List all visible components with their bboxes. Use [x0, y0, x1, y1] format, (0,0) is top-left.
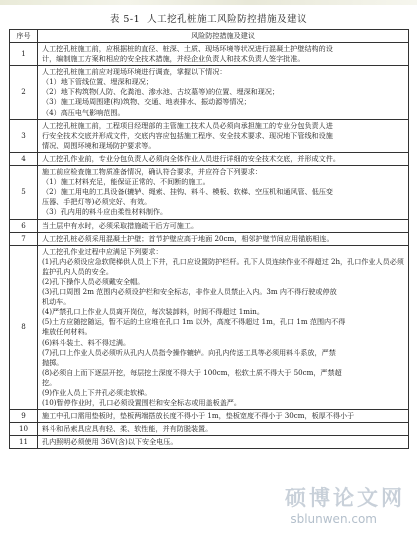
- row-serial: 2: [10, 66, 38, 119]
- row-serial: 10: [10, 423, 38, 436]
- measure-line: 当土层中有水时，必须采取措施疏干后方可施工。: [42, 220, 199, 230]
- row-measure-text: [38, 232, 409, 245]
- row-measure-text: [38, 423, 409, 436]
- measure-line: 施工前应检查施工物质准备情况，确认符合要求，并应符合下列要求：: [42, 167, 262, 177]
- table-row: [10, 43, 409, 66]
- measure-line: (2)孔下操作人员必须戴安全帽。: [42, 276, 145, 286]
- row-measure-text: [38, 166, 409, 219]
- table-row: [10, 166, 409, 219]
- measure-line: 压器、手把灯等)必须完好、有效。: [42, 197, 152, 207]
- measure-line: （4）高压电气影响范围。: [42, 107, 125, 117]
- row-measure-text: [38, 219, 409, 232]
- row-serial: 1: [10, 43, 38, 66]
- table-row: [10, 410, 409, 423]
- measure-line: (9)作业人员上下井孔必须走软梯。: [42, 388, 152, 397]
- table-row: [10, 245, 409, 410]
- measure-line: 情况、周围环境和现场防护要求等。: [42, 140, 156, 150]
- top-strip: [0, 0, 417, 5]
- measure-line: 机动车。: [42, 297, 71, 307]
- row-serial: 7: [10, 232, 38, 245]
- row-serial: 8: [10, 245, 38, 410]
- measure-line: 料斗和吊索具应具有轻、柔、软性能，并有防脱装置。: [42, 424, 213, 434]
- measure-line: （2）地下构筑物(人防、化粪池、渗水池、古坟墓等)的位置、埋深和现况；: [42, 87, 280, 97]
- measure-line: （2）施工用电的工具设备(辘轳、绳索、挂钩、料斗、模板、软梯、空压机和通风管、低压变: [42, 187, 334, 197]
- caption-number: 表 5-1: [109, 14, 141, 25]
- measure-line: 抛掷。: [42, 357, 64, 367]
- row-measure-text: [38, 43, 409, 66]
- table-row: [10, 152, 409, 165]
- measure-line: 行安全技术交底并形成文件，交底内容应包括施工程序、安全技术要求、现况地下管线和设施: [42, 130, 333, 140]
- measure-line: 人工挖孔桩必须采用混凝土护壁；首节护壁应高于地面 20cm，相邻护壁节间应用锚筋相连。: [42, 233, 334, 243]
- row-measure-text: [38, 66, 409, 119]
- row-serial: 9: [10, 410, 38, 423]
- measure-line: (10)暂停作业时，孔口必须设置围栏和安全标志或用盖板盖严。: [42, 398, 241, 408]
- measure-line: (1)孔内必须设应急软爬梯供人员上下井，孔口应设置防护栏杆。孔下人员连续作业不得超过 2h，孔口作业人员必须: [42, 256, 404, 266]
- row-serial: 3: [10, 119, 38, 152]
- measure-line: （1）地下管线位置、埋深和现况；: [42, 77, 153, 87]
- measure-line: (3)孔口周围 2m 范围内必须设护栏和安全标志，非作业人员禁止入内。3m 内不得行驶或停放: [42, 287, 337, 297]
- measure-line: 挖。: [42, 377, 57, 387]
- measure-line: 堆放任何材料。: [42, 327, 92, 337]
- measure-line: 计，编制施工方案和相应的安全技术措施，并经企业负责人和技术负责人签字批准。: [42, 54, 305, 64]
- measure-line: 孔内照明必须使用 36V(含)以下安全电压。: [42, 437, 178, 447]
- measure-line: （3）孔内用的料斗应由柔性材料制作。: [42, 207, 168, 217]
- row-serial: 11: [10, 436, 38, 449]
- table-row: [10, 219, 409, 232]
- measure-line: 人工挖孔桩施工前应对现场环境进行调查，掌握以下情况：: [42, 67, 227, 77]
- row-measure-text: [38, 245, 409, 410]
- table-body: [10, 43, 409, 449]
- row-measure-text: [38, 119, 409, 152]
- measure-line: （3）施工现场周围建(构)筑物、交通、地表排水、振动源等情况；: [42, 97, 251, 107]
- measure-line: (4)严禁孔口上作业人员离开岗位，每次装卸料，时间不得超过 1min。: [42, 307, 264, 317]
- measure-line: （1）施工材料充足，能保证正常的、不间断的施工。: [42, 177, 210, 187]
- measure-line: 监护孔内人员的安全。: [42, 266, 113, 276]
- watermark-logo: 硕博论文网: [285, 486, 405, 510]
- table-header-row: [10, 30, 409, 43]
- watermark-url: sblunwen.com: [290, 512, 377, 526]
- header-serial: 序号: [10, 30, 38, 43]
- table-row: [10, 119, 409, 152]
- measure-line: (7)孔口上作业人员必须听从孔内人员指令操作辘轳。向孔内传送工具等必须用料斗系放，严禁: [42, 347, 336, 357]
- header-measures: 风险防控措施及建议: [38, 30, 409, 43]
- table-row: [10, 232, 409, 245]
- risk-measures-table: [9, 29, 409, 449]
- row-serial: 5: [10, 166, 38, 219]
- table-row: [10, 423, 409, 436]
- measure-line: 施工中孔口需用垫板时，垫板两端搭放长度不得小于 1m，垫板宽度不得小于 30cm，板厚不得小于: [42, 411, 355, 421]
- measure-line: (8)必须自上而下逐层开挖，每层挖土深度不得大于 100cm，松软土质不得大于 50cm，严禁超: [42, 367, 342, 377]
- row-measure-text: [38, 410, 409, 423]
- row-serial: 6: [10, 219, 38, 232]
- table-row: [10, 436, 409, 449]
- caption-title: 人工挖孔桩施工风险防控措施及建议: [147, 14, 308, 25]
- measure-line: (5)土方应随挖随运，暂不运的土应堆在孔口 1m 以外，高度不得超过 1m，孔口 1m 范围内不得: [42, 317, 346, 327]
- table-row: [10, 66, 409, 119]
- measure-line: 人工挖孔桩施工前，工程项目经理部的主管施工技术人员必须向承担施工的专业分包负责人进: [42, 120, 333, 130]
- measure-line: 人工挖孔作业过程中应满足下列要求：: [42, 246, 163, 256]
- measure-line: (6)料斗装土、料不得过满。: [42, 337, 131, 347]
- row-measure-text: [38, 152, 409, 165]
- row-measure-text: [38, 436, 409, 449]
- table-caption: [0, 11, 417, 25]
- measure-line: 人工挖孔桩施工前，应根据桩的直径、桩深、土质、现场环境等状况进行混凝土护壁结构的设: [42, 44, 333, 53]
- row-serial: 4: [10, 152, 38, 165]
- measure-line: 人工挖孔作业前，专业分包负责人必须向全体作业人员进行详细的安全技术交底，并形成文件。: [42, 153, 340, 163]
